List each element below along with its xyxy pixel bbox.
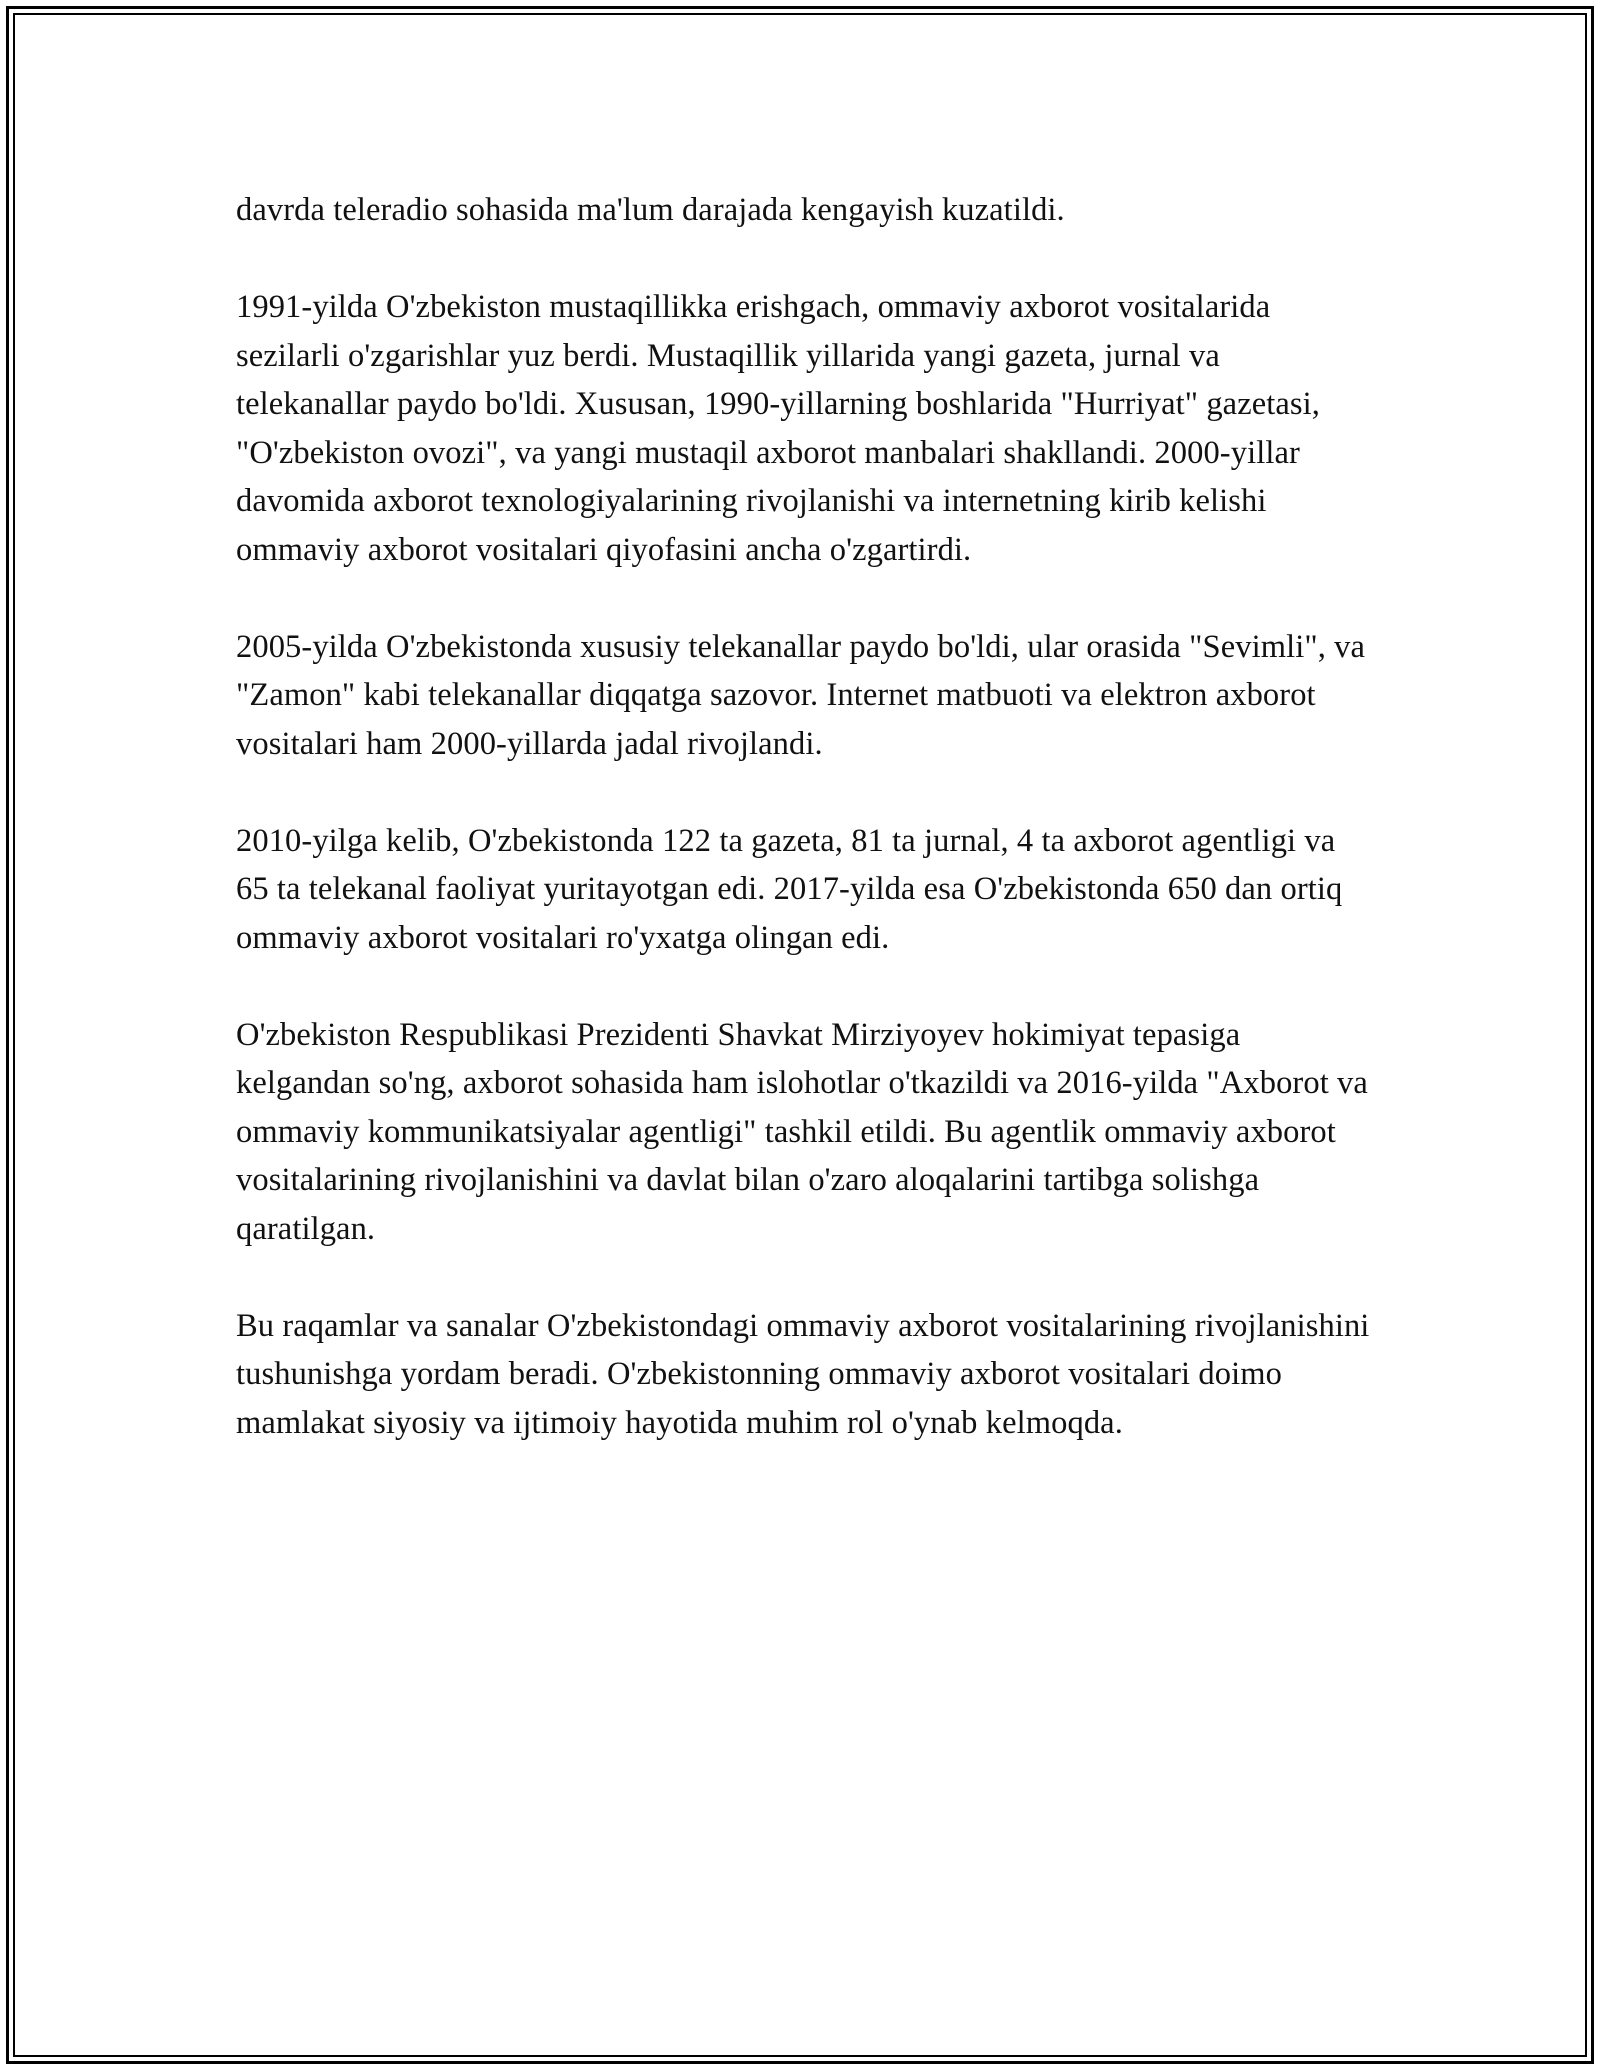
paragraph-5: O'zbekiston Respublikasi Prezidenti Shavkat Mirziyoyev hokimiyat tepasiga kelgandan so'ng, axborot sohasida ham islohotlar o'tkazildi va 2016-yilda "Axborot va ommaviy kommunikatsiyalar agentligi" tashkil etildi. Bu agentlik ommaviy axborot vositalarining rivojlanishini va davlat bilan o'zaro aloqalarini tartibga solishga qaratilgan. [236, 1016, 1368, 1247]
paragraph-4: 2010-yilga kelib, O'zbekistonda 122 ta gazeta, 81 ta jurnal, 4 ta axborot agentligi va 65 ta telekanal faoliyat yuritayotgan edi. 2017-yilda esa O'zbekistonda 650 dan ortiq ommaviy axborot vositalari ro'yxatga olingan edi. [236, 822, 1343, 956]
paragraph-1: davrda teleradio sohasida ma'lum darajada kengayish kuzatildi. [236, 192, 1065, 228]
paragraph-3: 2005-yilda O'zbekistonda xususiy telekanallar paydo bo'ldi, ular orasida "Sevimli", va "Zamon" kabi telekanallar diqqatga sazovor. Internet matbuoti va elektron axborot vositalari ham 2000-yillarda jadal rivojlandi. [236, 628, 1366, 762]
document-body [236, 186, 1376, 1447]
paragraph-6: Bu raqamlar va sanalar O'zbekistondagi ommaviy axborot vositalarining rivojlanishini tushunishga yordam beradi. O'zbekistonning ommaviy axborot vositalari doimo mamlakat siyosiy va ijtimoiy hayotida muhim rol o'ynab kelmoqda. [236, 1307, 1370, 1441]
paragraph-2: 1991-yilda O'zbekiston mustaqillikka erishgach, ommaviy axborot vositalarida sezilarli o'zgarishlar yuz berdi. Mustaqillik yillarida yangi gazeta, jurnal va telekanallar paydo bo'ldi. Xususan, 1990-yillarning boshlarida "Hurriyat" gazetasi, "O'zbekiston ovozi", va yangi mustaqil axborot manbalari shakllandi. 2000-yillar davomida axborot texnologiyalarining rivojlanishi va internetning kirib kelishi ommaviy axborot vositalari qiyofasini ancha o'zgartirdi. [236, 289, 1321, 568]
